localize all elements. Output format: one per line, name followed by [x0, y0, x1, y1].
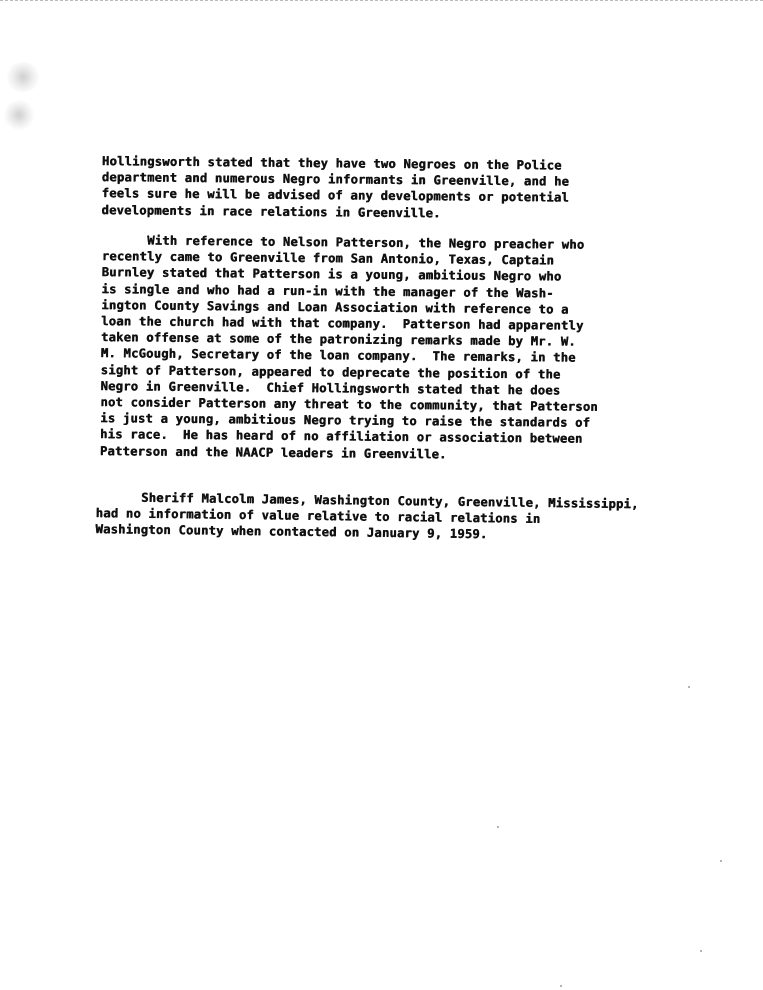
scan-smudge [4, 100, 34, 130]
scan-smudge [6, 62, 40, 92]
paragraph-sheriff-malcolm-james: Sheriff Malcolm James, Washington County, Greenville, Mississippi, had no information of value relative to racial relations in Washington County when contacted on January 9, 1959. [95, 489, 639, 542]
page-top-edge [0, 0, 763, 1]
scan-speck [560, 985, 562, 987]
paragraph-hollingsworth-informants: Hollingsworth stated that they have two Negroes on the Police department and numerous Negro informants in Greenville, and he feels sure he will be advised of any developments or potential developments in race relations in Greenville. [101, 153, 570, 220]
paragraph-nelson-patterson: With reference to Nelson Patterson, the Negro preacher who recently came to Greenville from San Antonio, Texas, Captain Burnley stated that Patterson is a young, ambitious Negro who is single and who had a run-in with the manager of the Wash- ington County Savings and Loan Association with reference to a loan the church had with that company. Patterson had apparently taken offense at some of the patronizing remarks made by Mr. W. M. McGough, Secretary of the loan company. The remarks, in the sight of Patterson, appeared to deprecate the position of the Negro in Greenville. Chief Hollingsworth stated that he does not consider Patterson any threat to the community, that Patterson is just a young, ambitious Negro trying to raise the standards of his race. He has heard of no affiliation or association between Patterson and the NAACP leaders in Greenville. [99, 232, 598, 461]
scan-speck [497, 826, 499, 828]
scan-speck [700, 950, 702, 952]
scan-speck [688, 686, 690, 688]
scan-speck [720, 860, 722, 862]
